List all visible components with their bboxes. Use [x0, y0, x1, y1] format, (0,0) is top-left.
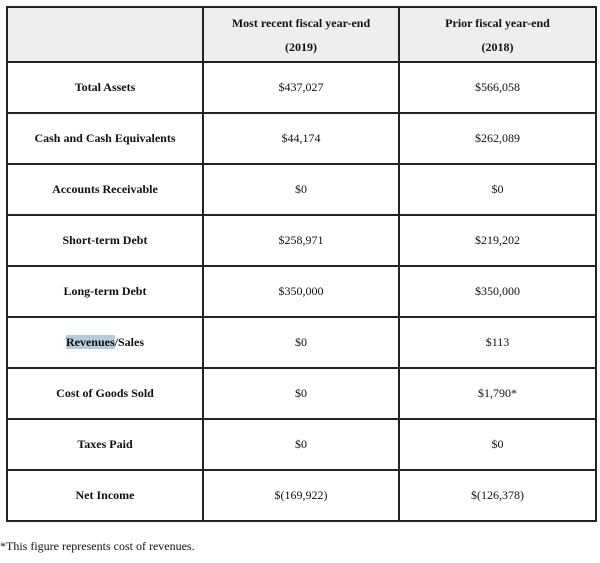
value-recent: $44,174 [203, 113, 399, 164]
header-most-recent-year-label: (2019) [285, 39, 317, 54]
table-row-cash [7, 113, 596, 164]
table-row-revenues [7, 317, 596, 368]
value-recent: $0 [203, 317, 399, 368]
header-most-recent-year [203, 7, 399, 62]
header-row [7, 7, 596, 62]
value-recent: $258,971 [203, 215, 399, 266]
value-recent: $0 [203, 419, 399, 470]
header-prior-year-label: (2018) [481, 39, 514, 54]
table-row-accounts-receivable [7, 164, 596, 215]
row-label-rest: /Sales [114, 335, 144, 349]
table-row-net-income [7, 470, 596, 521]
row-label: Cash and Cash Equivalents [7, 113, 203, 164]
value-prior: $0 [399, 164, 596, 215]
table-row-taxes-paid [7, 419, 596, 470]
value-recent: $437,027 [203, 62, 399, 113]
value-prior: $1,790* [399, 368, 596, 419]
row-label: Net Income [7, 470, 203, 521]
row-label: Short-term Debt [7, 215, 203, 266]
row-label[interactable] [7, 317, 203, 368]
row-label: Long-term Debt [7, 266, 203, 317]
value-prior: $113 [399, 317, 596, 368]
row-label: Cost of Goods Sold [7, 368, 203, 419]
value-prior: $(126,378) [399, 470, 596, 521]
row-label: Taxes Paid [7, 419, 203, 470]
table-row-long-term-debt [7, 266, 596, 317]
financial-summary-table [6, 6, 597, 522]
row-label: Total Assets [7, 62, 203, 113]
value-prior: $219,202 [399, 215, 596, 266]
header-prior-year [399, 7, 596, 62]
header-corner-cell [7, 7, 203, 62]
value-recent: $0 [203, 164, 399, 215]
header-prior-title: Prior fiscal year-end [445, 15, 550, 30]
value-recent: $350,000 [203, 266, 399, 317]
value-prior: $350,000 [399, 266, 596, 317]
table-row-short-term-debt [7, 215, 596, 266]
value-recent: $0 [203, 368, 399, 419]
value-prior: $0 [399, 419, 596, 470]
table-row-total-assets [7, 62, 596, 113]
value-recent: $(169,922) [203, 470, 399, 521]
header-most-recent-title: Most recent fiscal year-end [231, 15, 371, 30]
table-row-cogs [7, 368, 596, 419]
value-prior: $566,058 [399, 62, 596, 113]
row-label: Accounts Receivable [7, 164, 203, 215]
value-prior: $262,089 [399, 113, 596, 164]
text-selection-highlight[interactable]: Revenues [65, 335, 115, 349]
footnote: *This figure represents cost of revenues. [0, 539, 195, 553]
